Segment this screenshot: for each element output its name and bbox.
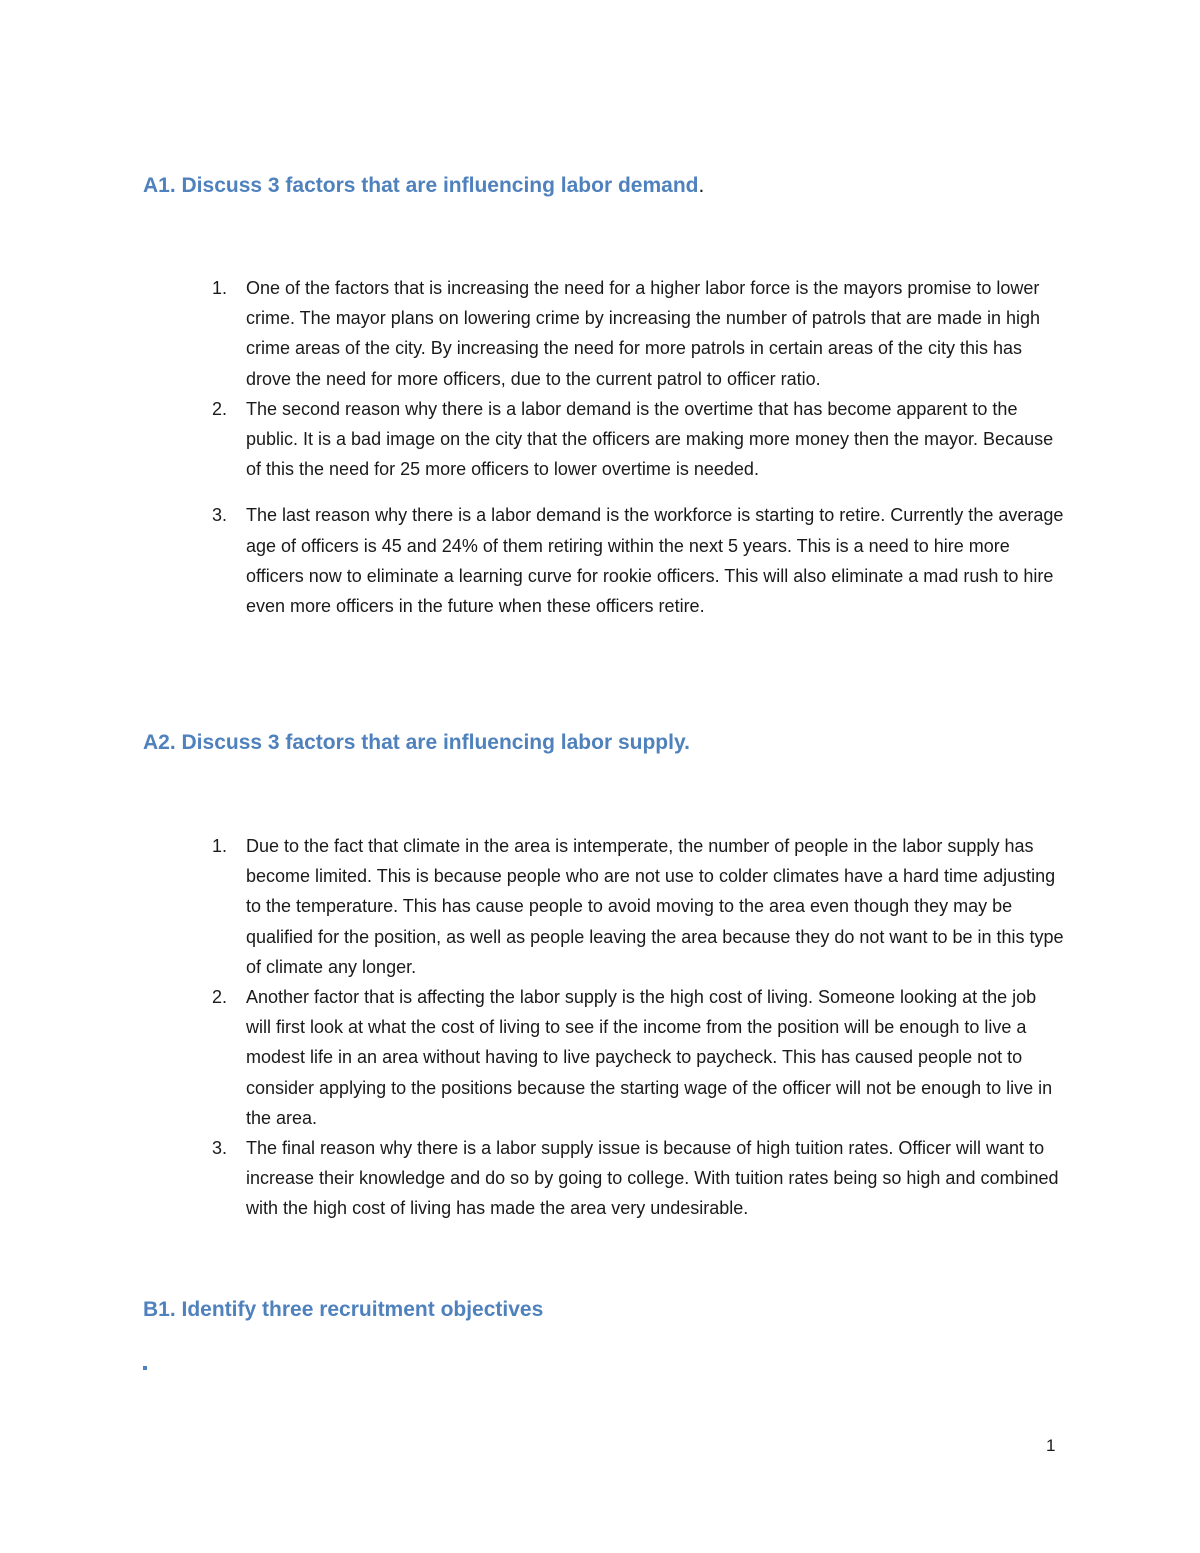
list-item-text: The final reason why there is a labor supply issue is because of high tuition rates. Officer will want to increase their knowledge and do so by going to college. With tuition rates being so high and combined with the high cost of living has made the area very undesirable. xyxy=(246,1138,1059,1219)
heading-a1 xyxy=(143,172,704,200)
list-item-text: The second reason why there is a labor demand is the overtime that has become apparent to the public. It is a bad image on the city that the officers are making more money then the mayor. Because of this the need for 25 more officers to lower overtime is needed. xyxy=(246,398,1054,480)
list-item xyxy=(0,394,1066,485)
list-item xyxy=(0,982,1066,1133)
heading-a2: A2. Discuss 3 factors that are influencing labor supply. xyxy=(143,731,690,754)
list-number: 1. xyxy=(212,836,228,856)
list-item-text: Another factor that is affecting the labor supply is the high cost of living. Someone looking at the job will first look at what the cost of living to see if the income from the position will be enough to live a modest life in an area without having to live paycheck to paycheck. This has caused people not to consider applying to the positions because the starting wage of the officer will not be enough to live in the area. xyxy=(246,987,1053,1128)
list-item-text: The last reason why there is a labor demand is the workforce is starting to retire. Currently the average age of officers is 45 and 24% of them retiring within the next 5 years. This is a need to hire more officers now to eliminate a learning curve for rookie officers. This will also eliminate a mad rush to hire even more officers in the future when these officers retire. xyxy=(246,505,1064,617)
list-number: 2. xyxy=(212,398,228,419)
empty-bullet-marker xyxy=(143,1366,147,1370)
list-item xyxy=(0,273,1066,394)
labor-supply-list xyxy=(0,831,1066,1224)
list-number: 3. xyxy=(212,505,228,526)
list-item-text: Due to the fact that climate in the area is intemperate, the number of people in the labor supply has become limited. This is because people who are not use to colder climates have a hard time adjusting to the temperature. This has cause people to avoid moving to the area even though they may be qualified for the position, as well as people leaving the area because they do not want to be in this type of climate any longer. xyxy=(246,836,1064,977)
list-item xyxy=(0,831,1066,982)
list-number: 2. xyxy=(212,987,228,1008)
heading-b1: B1. Identify three recruitment objectives xyxy=(143,1298,544,1321)
heading-a1-period: . xyxy=(698,174,705,197)
list-item-text: One of the factors that is increasing the need for a higher labor force is the mayors promise to lower crime. The mayor plans on lowering crime by increasing the number of patrols that are made in high crime areas of the city. By increasing the need for more patrols in certain areas of the city this has drove the need for more officers, due to the current patrol to officer ratio. xyxy=(246,278,1041,389)
page-number: 1 xyxy=(1046,1436,1056,1455)
list-number: 3. xyxy=(212,1138,228,1159)
list-item xyxy=(0,1133,1066,1224)
list-number: 1. xyxy=(212,278,228,298)
heading-a1-text: A1. Discuss 3 factors that are influencing labor demand xyxy=(143,174,699,197)
list-item xyxy=(0,500,1066,621)
labor-demand-list xyxy=(0,273,1066,621)
